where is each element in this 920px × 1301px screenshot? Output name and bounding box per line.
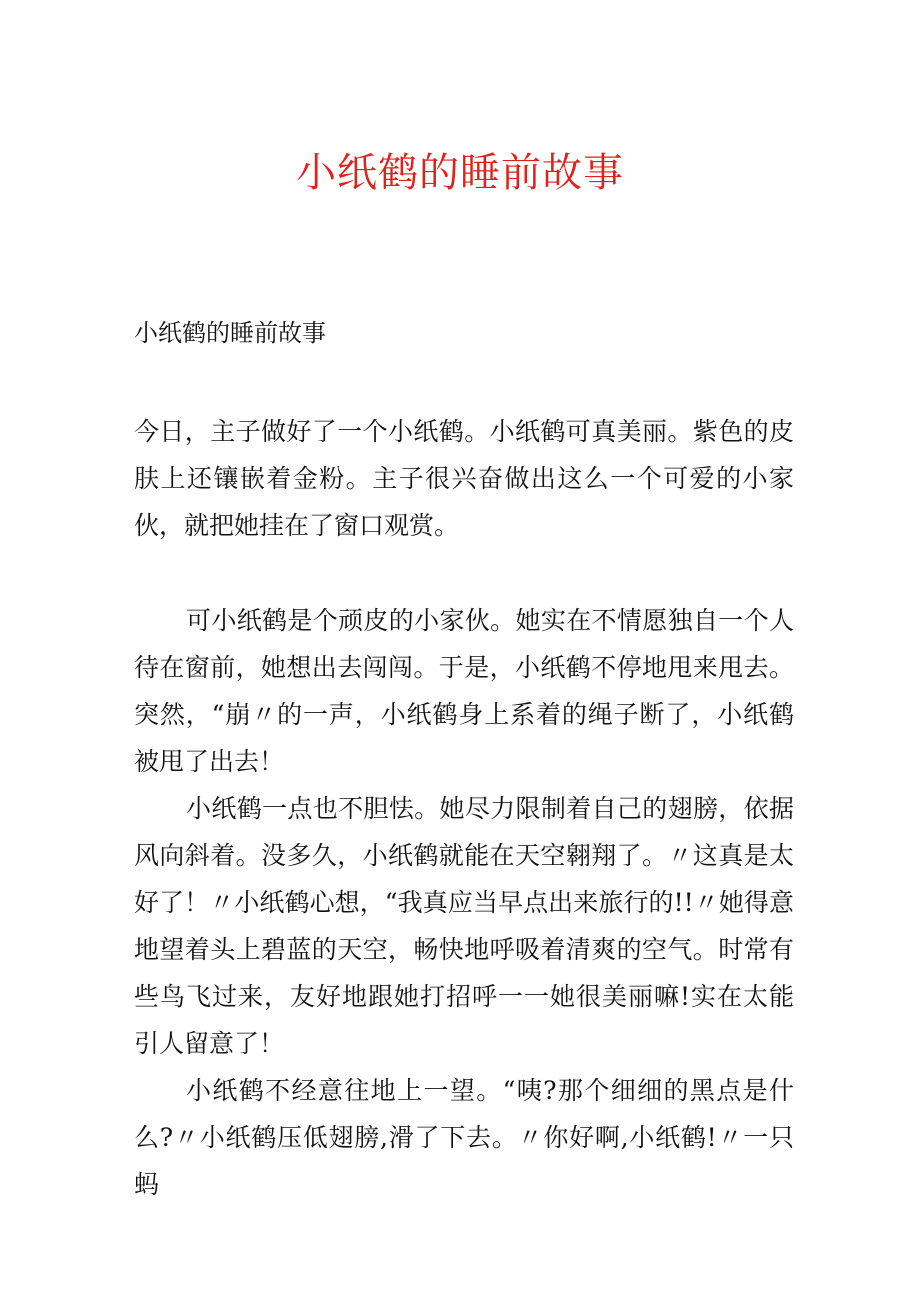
document-title: 小纸鹤的睡前故事: [296, 150, 624, 196]
paragraph-3: 小纸鹤一点也不胆怯。她尽力限制着自己的翅膀，依据风向斜着。没多久，小纸鹤就能在天空翱翔了。〃这真是太好了！〃小纸鹤心想，“我真应当早点出来旅行的!!〃她得意地望着头上碧蓝的天空，畅快地呼吸着清爽的空气。时常有些鸟飞过来，友好地跟她打招呼一一她很美丽嘛!实在太能引人留意了！: [134, 794, 794, 1058]
paragraph-2: 可小纸鹤是个顽皮的小家伙。她实在不情愿独自一个人待在窗前，她想出去闯闯。于是，小纸鹤不停地甩来甩去。突然，“崩〃的一声，小纸鹤身上系着的绳子断了，小纸鹤被甩了出去！: [134, 606, 794, 776]
document-body: [134, 408, 794, 1208]
paragraph-1: 今日，主子做好了一个小纸鹤。小纸鹤可真美丽。紫色的皮肤上还镶嵌着金粉。主子很兴奋做出这么一个可爱的小家伙，就把她挂在了窗口观赏。: [134, 417, 794, 540]
document-subtitle: 小纸鹤的睡前故事: [134, 319, 326, 347]
paragraph-4: 小纸鹤不经意往地上一望。“咦?那个细细的黑点是什么?〃小纸鹤压低翅膀,滑了下去。〃你好啊,小纸鹤!〃一只蚂: [134, 1076, 794, 1199]
